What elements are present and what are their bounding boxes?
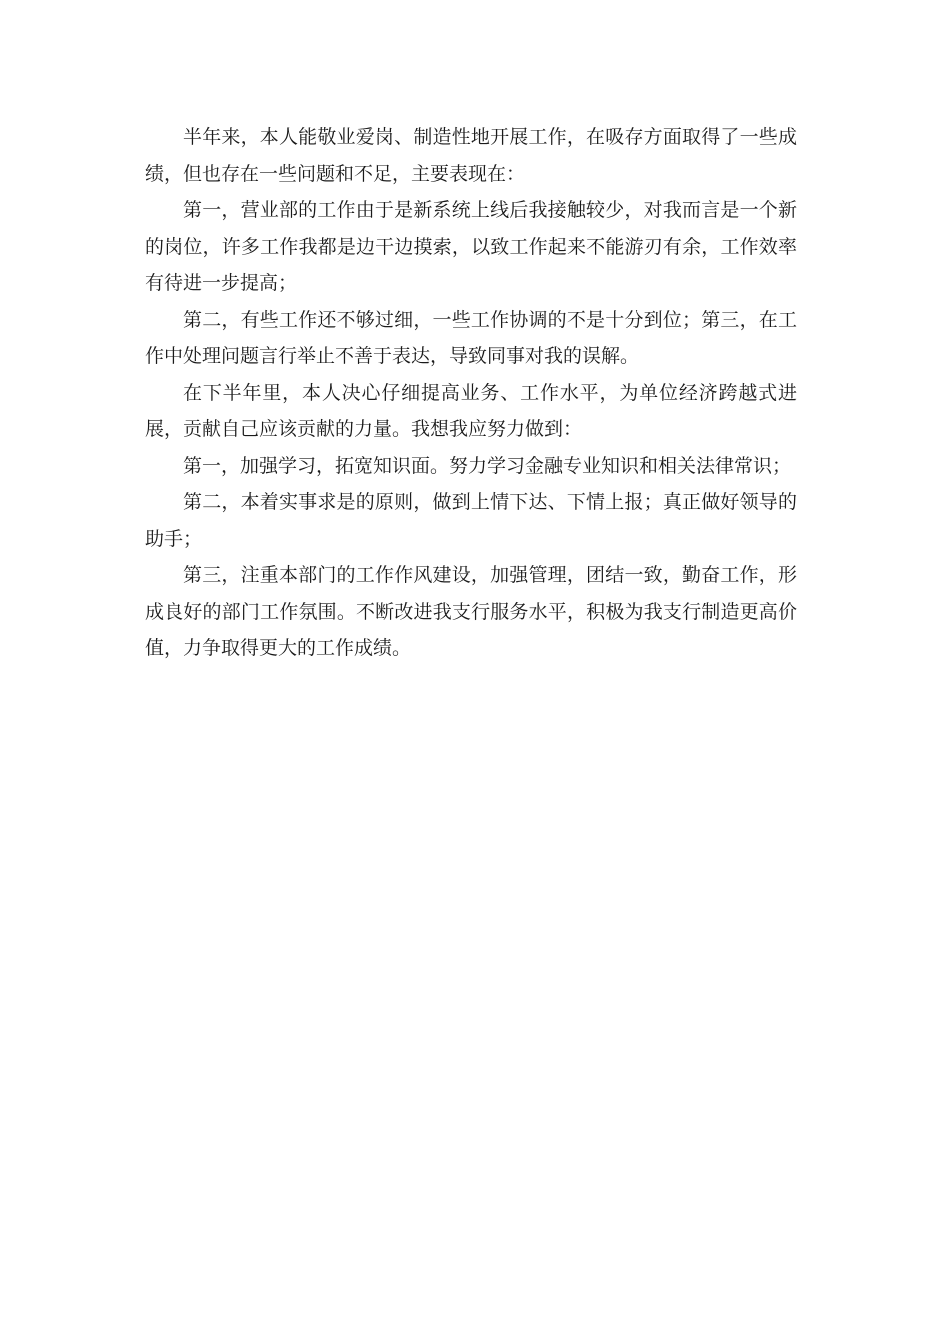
paragraph-issue-one: 第一，营业部的工作由于是新系统上线后我接触较少，对我而言是一个新的岗位，许多工作我都是边干边摸索，以致工作起来不能游刃有余，工作效率有待进一步提高； xyxy=(145,199,797,294)
paragraph-issue-two-three: 第二，有些工作还不够过细，一些工作协调的不是十分到位；第三，在工作中处理问题言行举止不善于表达，导致同事对我的误解。 xyxy=(145,308,797,367)
paragraph-plan-three: 第三，注重本部门的工作作风建设，加强管理，团结一致，勤奋工作，形成良好的部门工作氛围。不断改进我支行服务水平，积极为我支行制造更高价值，力争取得更大的工作成绩。 xyxy=(145,564,797,659)
document-body xyxy=(145,119,797,667)
paragraph-plan-one: 第一，加强学习，拓宽知识面。努力学习金融专业知识和相关法律常识； xyxy=(183,454,792,477)
paragraph-plan-two: 第二，本着实事求是的原则，做到上情下达、下情上报；真正做好领导的助手； xyxy=(145,491,797,550)
paragraph-second-half-plan: 在下半年里，本人决心仔细提高业务、工作水平，为单位经济跨越式进展，贡献自己应该贡献的力量。我想我应努力做到： xyxy=(145,381,797,440)
paragraph-half-year-summary: 半年来，本人能敬业爱岗、制造性地开展工作，在吸存方面取得了一些成绩，但也存在一些问题和不足，主要表现在： xyxy=(145,126,797,185)
